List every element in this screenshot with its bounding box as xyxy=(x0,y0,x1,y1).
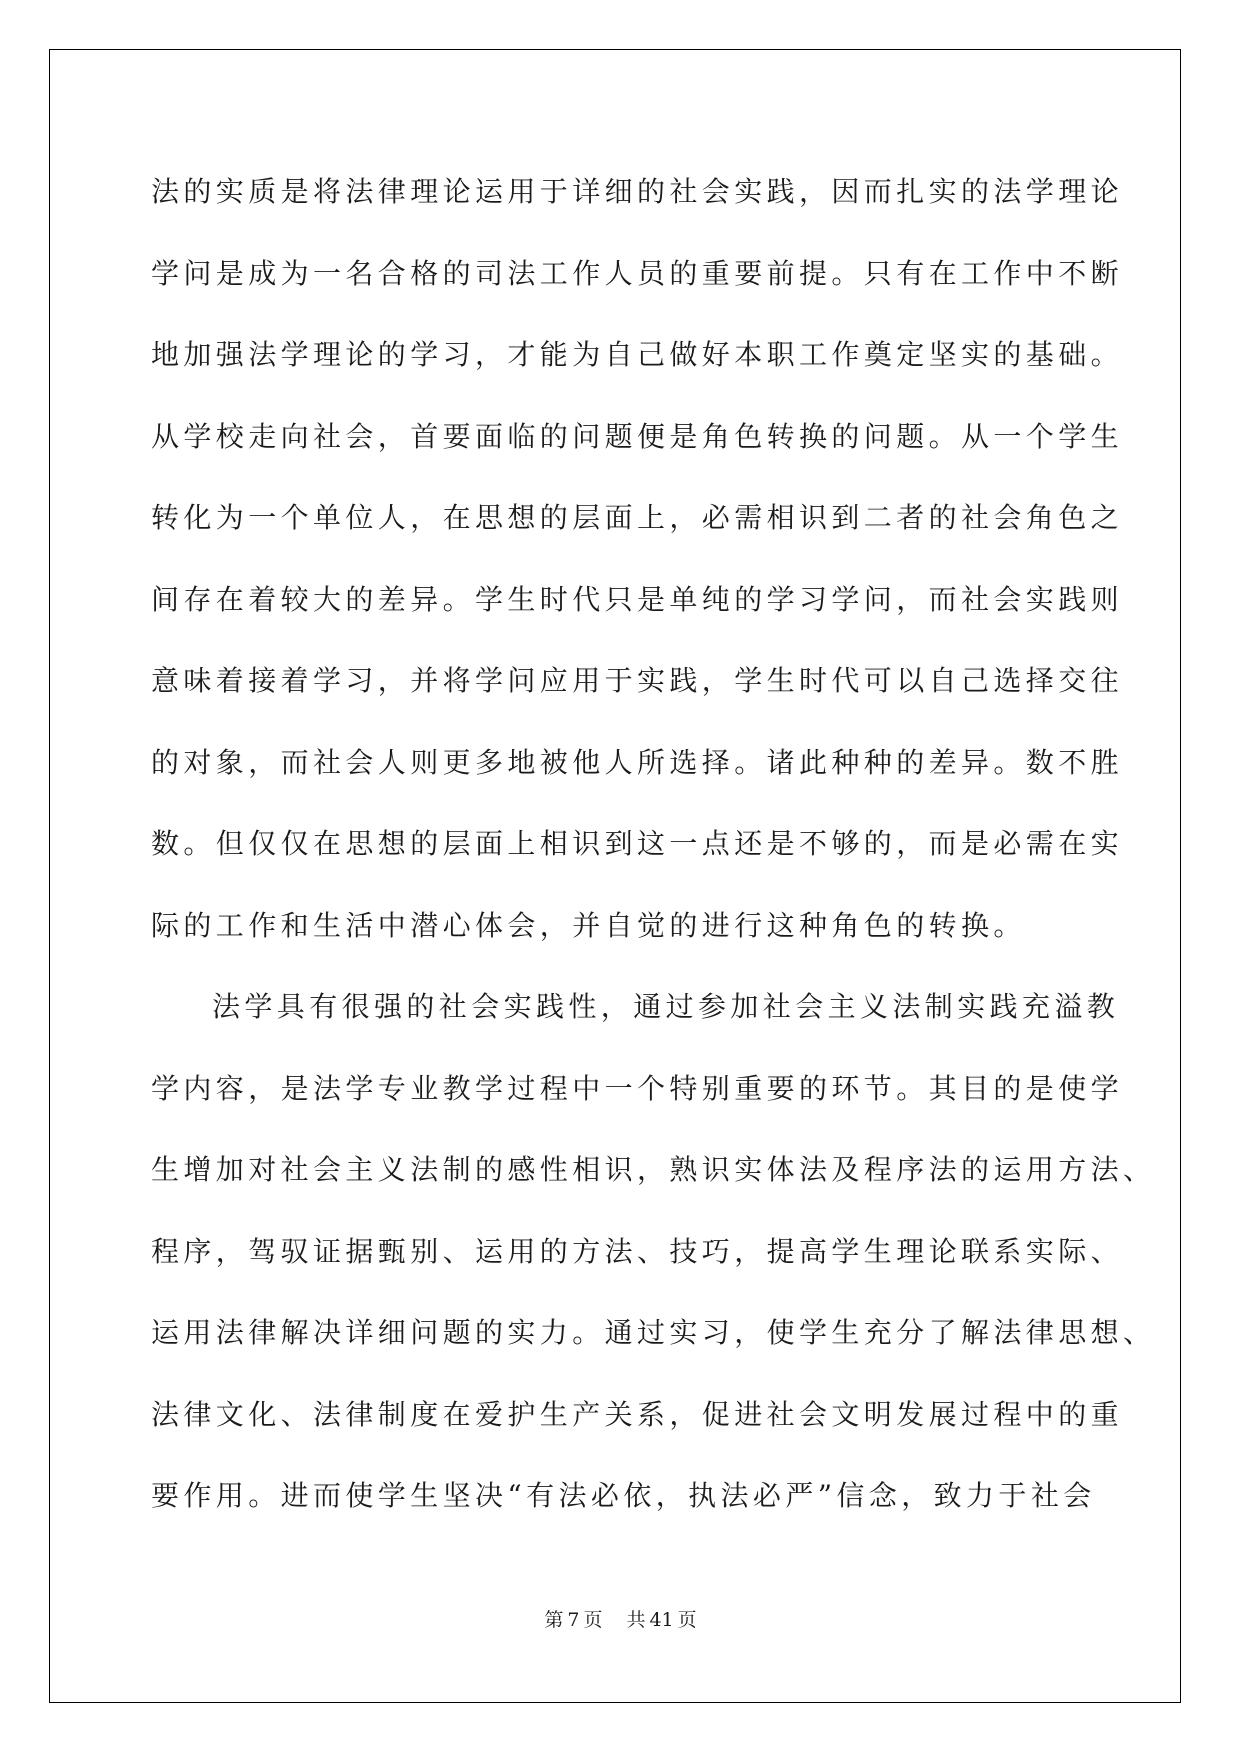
text-line: 运用法律解决详细问题的实力。通过实习，使学生充分了解法律思想、 xyxy=(151,1316,1156,1349)
text-line: 从学校走向社会，首要面临的问题便是角色转换的问题。从一个学生 xyxy=(151,419,1124,453)
text-line: 学内容，是法学专业教学过程中一个特别重要的环节。其目的是使学 xyxy=(151,1071,1124,1105)
total-suffix: 页 xyxy=(677,1609,697,1631)
text-line: 际的工作和生活中潜心体会，并自觉的进行这种角色的转换。 xyxy=(151,908,1026,942)
text-line: 地加强法学理论的学习，才能为自己做好本职工作奠定坚实的基础。 xyxy=(151,338,1124,371)
page-suffix: 页 xyxy=(583,1609,603,1631)
text-line: 间存在着较大的差异。学生时代只是单纯的学习学问，而社会实践则 xyxy=(151,582,1124,616)
page-footer xyxy=(0,1605,1241,1632)
text-line: 学问是成为一名合格的司法工作人员的重要前提。只有在工作中不断 xyxy=(151,256,1124,290)
text-line: 的对象，而社会人则更多地被他人所选择。诸此种种的差异。数不胜 xyxy=(151,745,1124,779)
text-line: 要作用。进而使学生坚决“有法必依，执法必严”信念，致力于社会 xyxy=(151,1479,1096,1512)
text-line: 数。但仅仅在思想的层面上相识到这一点还是不够的，而是必需在实 xyxy=(151,827,1124,860)
page-number: 7 xyxy=(567,1609,580,1631)
text-line: 法学具有很强的社会实践性，通过参加社会主义法制实践充溢教 xyxy=(212,990,1120,1023)
total-prefix: 共 xyxy=(626,1609,646,1631)
page-prefix: 第 xyxy=(544,1609,564,1631)
text-line: 意味着接着学习，并将学问应用于实践，学生时代可以自己选择交往 xyxy=(151,664,1124,697)
text-line: 生增加对社会主义法制的感性相识，熟识实体法及程序法的运用方法、 xyxy=(151,1153,1156,1186)
total-pages: 41 xyxy=(649,1609,674,1631)
text-line: 法的实质是将法律理论运用于详细的社会实践，因而扎实的法学理论 xyxy=(151,175,1124,208)
text-line: 法律文化、法律制度在爱护生产关系，促进社会文明发展过程中的重 xyxy=(151,1397,1124,1431)
text-line: 转化为一个单位人，在思想的层面上，必需相识到二者的社会角色之 xyxy=(151,501,1124,534)
text-line: 程序，驾驭证据甄别、运用的方法、技巧，提高学生理论联系实际、 xyxy=(151,1234,1124,1268)
paragraph xyxy=(151,975,1156,1546)
paragraph xyxy=(151,160,1124,975)
document-body xyxy=(151,160,1156,1546)
